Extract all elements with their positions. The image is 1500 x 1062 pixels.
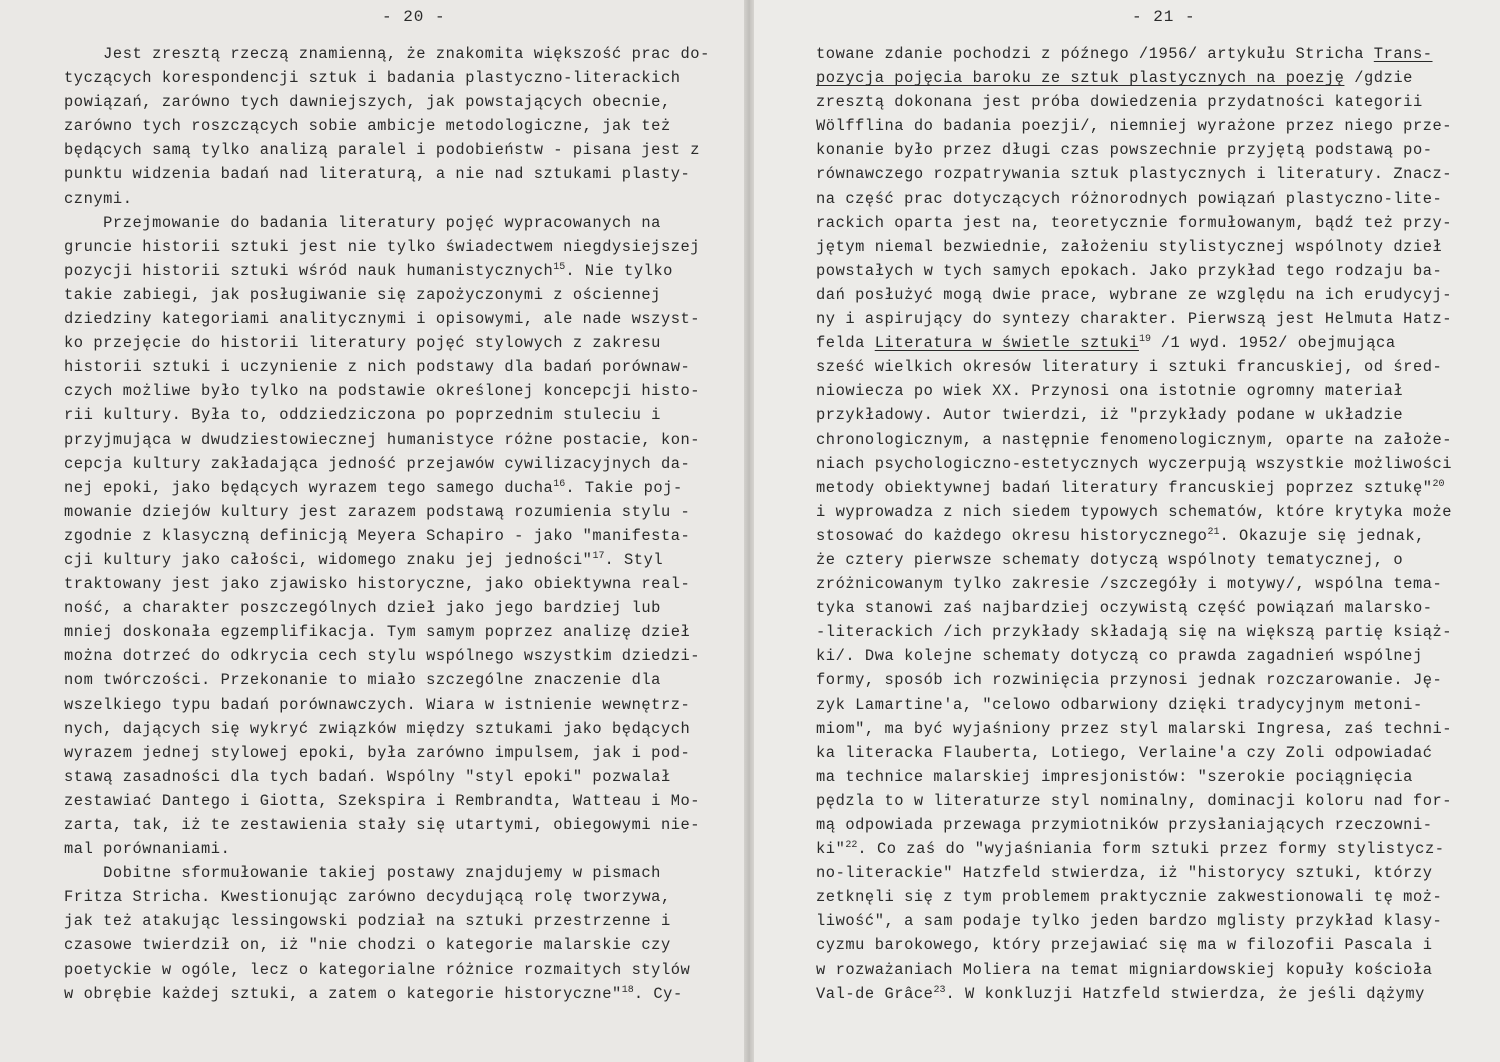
text-segment: na część prac dotyczących różnorodnych powiązań plastyczno-lite-	[816, 189, 1443, 208]
text-segment: wyrazem jednej stylowej epoki, była zarówno impulsem, jak i pod-	[64, 743, 691, 762]
footnote-ref: 23	[933, 984, 946, 996]
text-segment: Dobitne sformułowanie takiej postawy znajdujemy w pismach	[64, 864, 661, 883]
text-segment: jak też atakując lessingowski podział na sztuki przestrzenne i	[64, 912, 671, 931]
text-line	[816, 331, 1452, 355]
text-segment: przykładowy. Autor twierdzi, iż "przykłady podane w układzie	[816, 406, 1404, 425]
text-segment: przyjmująca w dwudziestowiecznej humanistyce różne postacie, kon-	[64, 430, 701, 449]
text-line	[64, 114, 710, 138]
text-line	[816, 42, 1452, 66]
text-segment: Jest zresztą rzeczą znamienną, że znakomita większość prac do-	[64, 45, 710, 63]
text-segment: nej epoki, jako będących wyrazem tego samego ducha	[64, 478, 554, 497]
right-page	[754, 0, 1500, 1062]
right-page-text	[816, 42, 1452, 1006]
text-segment: . Takie poj-	[565, 478, 683, 497]
text-line	[816, 572, 1452, 596]
text-segment: ka literacka Flauberta, Lotiego, Verlaine'a czy Zoli odpowiadać	[816, 743, 1433, 762]
text-segment: czych możliwe było tylko na podstawie określonej koncepcji histo-	[64, 382, 701, 401]
text-line	[64, 693, 710, 717]
text-segment: . Styl	[604, 550, 664, 569]
text-segment: formy, sposób ich rozwinięcia przynosi jednak rozczarowanie. Ję-	[816, 671, 1443, 690]
text-segment: no-literackie" Hatzfeld stwierdza, iż "historycy sztuki, którzy	[816, 864, 1433, 883]
text-segment: sześć wielkich okresów literatury i sztuki francuskiej, od śred-	[816, 358, 1443, 377]
text-line	[816, 765, 1452, 789]
text-segment: -literackich /ich przykłady składają się na większą partię książ-	[816, 623, 1453, 642]
text-segment: zgodnie z klasyczną definicją Meyera Schapiro - jako "manifesta-	[64, 526, 691, 545]
text-segment: cepcja kultury zakładająca jedność przejawów cywilizacyjnych da-	[64, 454, 691, 473]
text-line	[816, 476, 1452, 500]
text-segment: że cztery pierwsze schematy dotyczą wspólnoty tematycznej, o	[816, 550, 1404, 569]
text-segment: nych, dających się wykryć związków między sztukami jako będących	[64, 719, 691, 738]
footnote-ref: 17	[592, 550, 605, 562]
text-line	[816, 620, 1452, 644]
text-line	[816, 524, 1452, 548]
text-line	[64, 66, 710, 90]
underlined-title: pozycja pojęcia baroku ze sztuk plastycznych na poezję	[816, 69, 1345, 88]
text-line	[64, 717, 710, 741]
footnote-ref: 19	[1138, 334, 1151, 346]
text-line	[64, 355, 710, 379]
text-segment: cznymi.	[64, 189, 133, 208]
text-segment: . Cy-	[633, 984, 683, 1003]
text-line	[816, 428, 1452, 452]
left-page-text	[64, 42, 710, 1006]
text-segment: tyczących korespondencji sztuk i badania plastyczno-literackich	[64, 69, 681, 88]
text-line	[64, 837, 710, 861]
text-segment: zestawiać Dantego i Giotta, Szekspira i Rembrandta, Watteau i Mo-	[64, 791, 701, 810]
text-line	[64, 259, 710, 283]
footnote-ref: 22	[845, 840, 858, 852]
text-line	[64, 283, 710, 307]
text-line	[64, 958, 710, 982]
text-segment: niowiecza po wiek XX. Przynosi ona istotnie ogromny materiał	[816, 382, 1404, 401]
text-segment: . W konkluzji Hatzfeld stwierdza, że jeśli dążymy	[945, 984, 1425, 1003]
text-segment: dziedziny kategoriami analitycznymi i opisowymi, ale nade wszyst-	[64, 310, 701, 329]
footnote-ref: 18	[621, 984, 634, 996]
text-segment: wszelkiego typu badań porównawczych. Wiara w istnienie wewnętrz-	[64, 695, 691, 714]
text-line	[816, 982, 1452, 1006]
text-line	[64, 452, 710, 476]
text-line	[816, 933, 1452, 957]
text-segment: /gdzie	[1344, 69, 1413, 88]
text-segment: poetyckie w ogóle, lecz o kategorialne różnice rozmaitych stylów	[64, 960, 691, 979]
text-segment: zresztą dokonana jest próba dowiedzenia przydatności kategorii	[816, 93, 1423, 112]
text-segment: powiązań, zarówno tych dawniejszych, jak powstających obecnie,	[64, 93, 671, 112]
text-line	[64, 885, 710, 909]
text-segment: Fritza Stricha. Kwestionując zarówno decydującą rolę tworzywa,	[64, 888, 671, 907]
text-line	[64, 211, 710, 235]
text-line	[816, 90, 1452, 114]
text-segment: stawą zasadności dla tych badań. Wspólny "styl epoki" pozwalał	[64, 767, 671, 786]
text-line	[816, 813, 1452, 837]
footnote-ref: 21	[1207, 526, 1220, 538]
text-line	[64, 403, 710, 427]
page-number: - 20 -	[382, 8, 446, 26]
text-line	[816, 307, 1452, 331]
text-line	[816, 211, 1452, 235]
text-line	[64, 524, 710, 548]
text-line	[816, 235, 1452, 259]
text-segment: traktowany jest jako zjawisko historyczne, jako obiektywna real-	[64, 575, 691, 594]
text-line	[816, 355, 1452, 379]
text-line	[816, 668, 1452, 692]
text-line	[816, 958, 1452, 982]
text-segment: ki/. Dwa kolejne schematy dotyczą co prawda zagadnień wspólnej	[816, 647, 1423, 666]
text-segment: punktu widzenia badań nad literaturą, a nie nad sztukami plasty-	[64, 165, 691, 184]
text-line	[816, 596, 1452, 620]
text-line	[64, 548, 710, 572]
text-line	[64, 235, 710, 259]
text-line	[64, 982, 710, 1006]
text-segment: . Okazuje się jednak,	[1219, 526, 1425, 545]
text-line	[64, 187, 710, 211]
text-line	[64, 909, 710, 933]
text-segment: rackich oparta jest na, teoretycznie formułowanym, bądź też przy-	[816, 213, 1453, 232]
text-line	[816, 909, 1452, 933]
text-line	[816, 741, 1452, 765]
text-segment: pozycji historii sztuki wśród nauk humanistycznych	[64, 261, 554, 280]
text-segment: ki"	[816, 840, 846, 859]
text-segment: można dotrzeć do odkrycia cech stylu wspólnego wszystkim dziedzi-	[64, 647, 701, 666]
text-line	[64, 572, 710, 596]
text-segment: tyka stanowi zaś najbardziej oczywistą część powiązań malarsko-	[816, 599, 1433, 618]
text-line	[816, 187, 1452, 211]
underlined-title: Trans-	[1373, 45, 1433, 63]
text-segment: i wyprowadza z nich siedem typowych schematów, które krytyka może	[816, 502, 1453, 521]
text-segment: miom", ma być wyjaśniony przez styl malarski Ingresa, zaś techni-	[816, 719, 1453, 738]
left-page	[0, 0, 746, 1062]
text-line	[816, 114, 1452, 138]
text-line	[816, 138, 1452, 162]
text-segment: zetknęli się z tym problemem praktycznie zakwestionowali tę moż-	[816, 888, 1443, 907]
text-line	[64, 620, 710, 644]
text-segment: konanie było przez długi czas powszechnie przyjętą podstawą po-	[816, 141, 1433, 160]
text-segment: w rozważaniach Moliera na temat migniardowskiej kopuły kościoła	[816, 960, 1433, 979]
text-segment: Wölfflina do badania poezji/, niemniej wyrażone przez niego prze-	[816, 117, 1453, 136]
text-line	[64, 668, 710, 692]
text-line	[64, 596, 710, 620]
text-line	[816, 259, 1452, 283]
text-line	[64, 741, 710, 765]
text-line	[816, 162, 1452, 186]
text-line	[64, 644, 710, 668]
text-segment: mniej doskonała egzemplifikacja. Tym samym poprzez analizę dzieł	[64, 623, 691, 642]
text-segment: ma technice malarskiej impresjonistów: "szerokie pociągnięcia	[816, 767, 1413, 786]
text-segment: pędzla to w literaturze styl nominalny, dominacji koloru nad for-	[816, 791, 1453, 810]
text-line	[64, 765, 710, 789]
text-segment: cyzmu barokowego, który przejawiać się ma w filozofii Pascala i	[816, 936, 1433, 955]
text-segment: felda	[816, 334, 875, 353]
text-line	[816, 885, 1452, 909]
text-line	[816, 693, 1452, 717]
text-segment: cji kultury jako całości, widomego znaku jej jedności"	[64, 550, 593, 569]
text-line	[816, 66, 1452, 90]
text-line	[816, 283, 1452, 307]
text-line	[816, 644, 1452, 668]
text-line	[816, 837, 1452, 861]
text-line	[816, 452, 1452, 476]
text-segment: metody obiektywnej badań literatury francuskiej poprzez sztukę"	[816, 478, 1433, 497]
text-line	[816, 861, 1452, 885]
text-segment: dań posłużyć mogą dwie prace, wybrane ze względu na ich erudycyj-	[816, 285, 1453, 304]
text-line	[816, 379, 1452, 403]
text-line	[64, 331, 710, 355]
text-line	[64, 162, 710, 186]
text-segment: mal porównaniami.	[64, 840, 231, 859]
text-segment: zróżnicowanym tylko zakresie /szczegóły i motywy/, wspólna tema-	[816, 575, 1443, 594]
text-line	[64, 307, 710, 331]
text-line	[64, 42, 710, 66]
text-segment: ność, a charakter poszczególnych dzieł jako jego bardziej lub	[64, 599, 661, 618]
text-segment: w obrębie każdej sztuki, a zatem o kategorie historyczne"	[64, 984, 622, 1003]
text-line	[64, 861, 710, 885]
text-line	[816, 789, 1452, 813]
text-segment: /1 wyd. 1952/ obejmująca	[1150, 334, 1396, 353]
footnote-ref: 20	[1432, 478, 1445, 490]
text-segment: będących samą tylko analizą paralel i podobieństw - pisana jest z	[64, 141, 701, 160]
footnote-ref: 16	[553, 478, 566, 490]
text-segment: chronologicznym, a następnie fenomenologicznym, oparte na założe-	[816, 430, 1453, 449]
text-line	[64, 138, 710, 162]
page-number: - 21 -	[1132, 8, 1196, 26]
text-segment: mowanie dziejów kultury jest zarazem podstawą rozumienia stylu -	[64, 502, 691, 521]
text-line	[64, 500, 710, 524]
text-line	[64, 476, 710, 500]
footnote-ref: 15	[553, 261, 566, 273]
text-segment: nom twórczości. Przekonanie to miało szczególne znaczenie dla	[64, 671, 661, 690]
text-line	[816, 500, 1452, 524]
text-segment: stosować do każdego okresu historycznego	[816, 526, 1208, 545]
text-segment: . Co zaś do "wyjaśniania form sztuki przez formy stylistycz-	[857, 840, 1445, 859]
text-segment: liwość", a sam podaje tylko jeden bardzo mglisty przykład klasy-	[816, 912, 1443, 931]
text-segment: Val-de Grâce	[816, 984, 934, 1003]
text-line	[64, 813, 710, 837]
text-segment: zarta, tak, iż te zestawienia stały się utartymi, obiegowymi nie-	[64, 816, 701, 834]
text-line	[816, 403, 1452, 427]
text-segment: równawczego rozpatrywania sztuk plastycznych i literatury. Znacz-	[816, 165, 1453, 184]
text-segment: ny i aspirujący do syntezy charakter. Pierwszą jest Helmuta Hatz-	[816, 310, 1453, 329]
text-line	[64, 90, 710, 114]
text-segment: niach psychologiczno-estetycznych wyczerpują wszystkie możliwości	[816, 454, 1453, 473]
text-line	[816, 548, 1452, 572]
text-segment: mą odpowiada przewaga przymiotników przysłaniających rzeczowni-	[816, 816, 1433, 834]
text-segment: Przejmowanie do badania literatury pojęć wypracowanych na	[64, 213, 661, 232]
text-segment: rii kultury. Była to, oddziedziczona po poprzednim stuleciu i	[64, 406, 661, 425]
text-segment: towane zdanie pochodzi z późnego /1956/ artykułu Stricha	[816, 45, 1374, 63]
text-segment: jętym niemal bezwiednie, założeniu stylistycznej wspólnoty dzieł	[816, 237, 1443, 256]
underlined-title: Literatura w świetle sztuki	[874, 334, 1139, 353]
text-segment: historii sztuki i uczynienie z nich podstawy dla badań porównaw-	[64, 358, 691, 377]
text-segment: zyk Lamartine'a, "celowo odbarwiony dzięki tradycyjnym metoni-	[816, 695, 1423, 714]
text-segment: takie zabiegi, jak posługiwanie się zapożyczonymi z ościennej	[64, 285, 661, 304]
text-segment: . Nie tylko	[565, 261, 673, 280]
text-line	[64, 933, 710, 957]
text-line	[64, 789, 710, 813]
text-line	[64, 428, 710, 452]
text-segment: ko przejęcie do historii literatury pojęć stylowych z zakresu	[64, 334, 661, 353]
text-segment: zarówno tych roszczących sobie ambicje metodologiczne, jak też	[64, 117, 671, 136]
text-segment: gruncie historii sztuki jest nie tylko świadectwem niegdysiejszej	[64, 237, 701, 256]
text-line	[816, 717, 1452, 741]
text-segment: powstałych w tych samych epokach. Jako przykład tego rodzaju ba-	[816, 261, 1443, 280]
text-segment: czasowe twierdził on, iż "nie chodzi o kategorie malarskie czy	[64, 936, 671, 955]
text-line	[64, 379, 710, 403]
